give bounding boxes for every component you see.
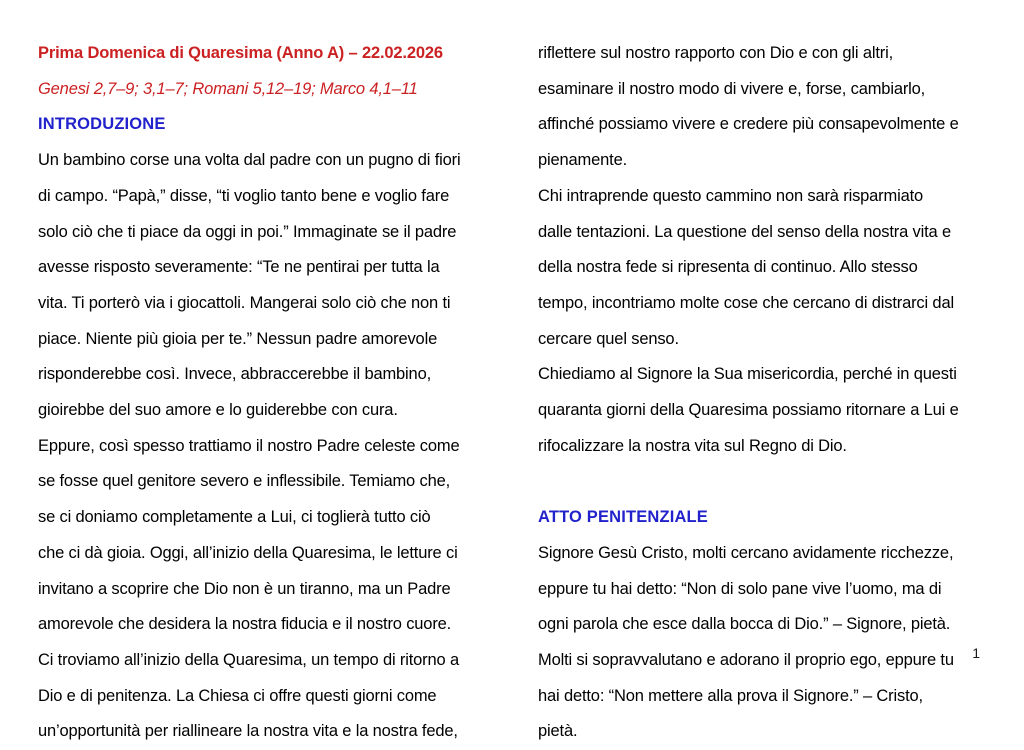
body-line: se fosse quel genitore severo e inflessibile. Temiamo che, [38,472,451,491]
section-heading: ATTO PENITENZIALE [538,508,708,527]
body-line: avesse risposto severamente: “Te ne pentirai per tutta la [38,258,440,277]
body-line: piace. Niente più gioia per te.” Nessun padre amorevole [38,329,438,348]
body-line: Chiediamo al Signore la Sua misericordia, perché in questi [538,365,957,384]
body-line: dalle tentazioni. La questione del senso della nostra vita e [538,222,951,241]
body-line: risponderebbe così. Invece, abbraccerebbe il bambino, [38,365,431,384]
body-line: della nostra fede si ripresenta di continuo. Allo stesso [538,258,918,277]
body-line: esaminare il nostro modo di vivere e, forse, cambiarlo, [538,79,926,98]
body-line: Signore Gesù Cristo, molti cercano avidamente ricchezze, [538,543,954,562]
body-line: Un bambino corse una volta dal padre con un pugno di fiori [38,151,461,170]
body-line: vita. Ti porterò via i giocattoli. Mangerai solo ciò che non ti [38,293,451,312]
body-line: pietà. [538,722,578,741]
body-line: cercare quel senso. [538,329,679,348]
body-line: Eppure, così spesso trattiamo il nostro Padre celeste come [38,436,460,455]
body-line: eppure tu hai detto: “Non di solo pane vive l’uomo, ma di [538,579,942,598]
body-line: gioirebbe del suo amore e lo guiderebbe con cura. [38,401,398,420]
document-title: Prima Domenica di Quaresima (Anno A) – 22.02.2026 [38,44,443,62]
body-line: Ci troviamo all’inizio della Quaresima, un tempo di ritorno a [38,650,459,669]
body-line: solo ciò che ti piace da oggi in poi.” Immaginate se il padre [38,222,457,241]
body-line: Molti si sopravvalutano e adorano il proprio ego, eppure tu [538,650,954,669]
scripture-references: Genesi 2,7–9; 3,1–7; Romani 5,12–19; Marco 4,1–11 [38,79,418,98]
body-line: affinché possiamo vivere e credere più consapevolmente e [538,115,959,134]
body-line: di campo. “Papà,” disse, “ti voglio tanto bene e voglio fare [38,186,450,205]
body-line: invitano a scoprire che Dio non è un tiranno, ma un Padre [38,579,451,598]
page-number: 1 [972,645,980,661]
body-line: quaranta giorni della Quaresima possiamo ritornare a Lui e [538,401,959,420]
body-line: tempo, incontriamo molte cose che cercano di distrarci dal [538,293,954,312]
body-line: rifocalizzare la nostra vita sul Regno di Dio. [538,436,847,455]
body-line: pienamente. [538,151,627,170]
body-line: che ci dà gioia. Oggi, all’inizio della Quaresima, le letture ci [38,543,458,562]
right-text-column [538,36,993,750]
section-heading: INTRODUZIONE [38,115,166,134]
body-line: Chi intraprende questo cammino non sarà risparmiato [538,186,924,205]
body-line: Dio e di penitenza. La Chiesa ci offre questi giorni come [38,686,437,705]
body-line: se ci doniamo completamente a Lui, ci toglierà tutto ciò [38,508,431,527]
blank-line [538,464,993,500]
body-line: ogni parola che esce dalla bocca di Dio.” – Signore, pietà. [538,615,951,634]
body-line: hai detto: “Non mettere alla prova il Signore.” – Cristo, [538,686,923,705]
body-line: amorevole che desidera la nostra fiducia e il nostro cuore. [38,615,452,634]
body-line: riflettere sul nostro rapporto con Dio e con gli altri, [538,44,894,62]
left-text-column [38,36,493,750]
body-line: un’opportunità per riallineare la nostra vita e la nostra fede, [38,722,458,741]
